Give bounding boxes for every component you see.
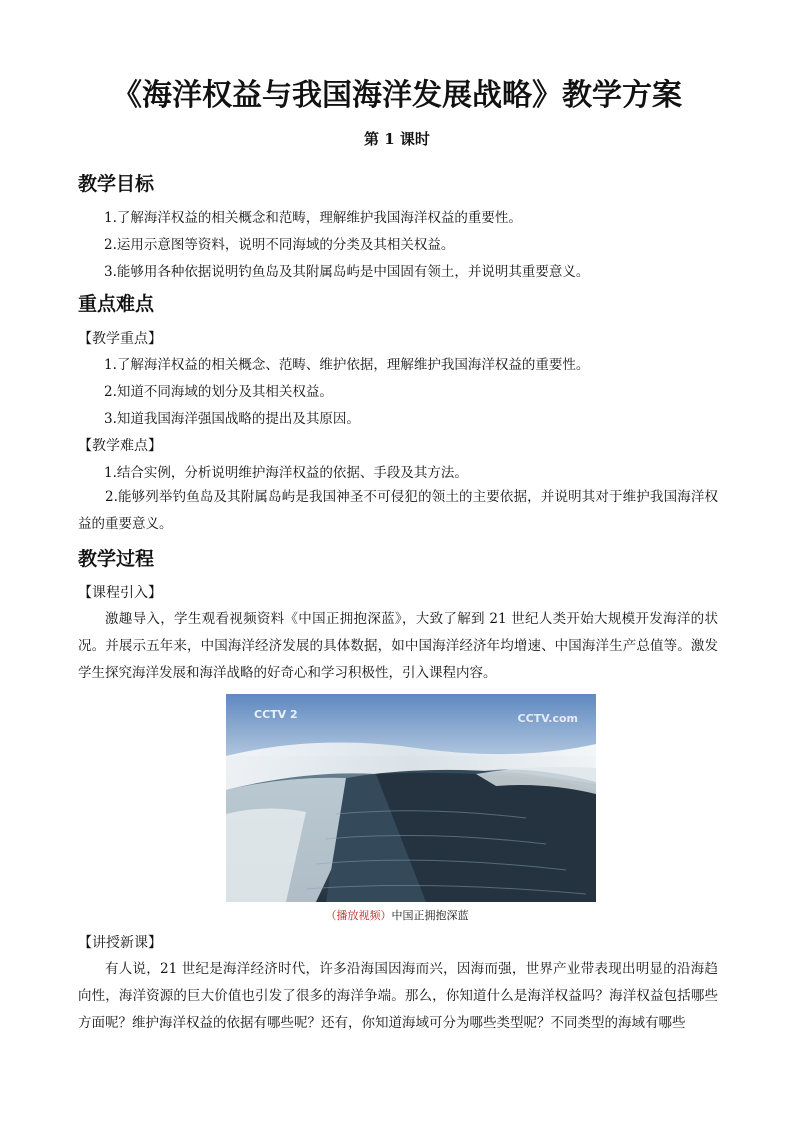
difficulty-item-1: 1.结合实例，分析说明维护海洋权益的依据、手段及其方法。 — [104, 465, 468, 481]
intro-label: 【课程引入】 — [78, 585, 162, 601]
goal-item-1: 1.了解海洋权益的相关概念和范畴，理解维护我国海洋权益的重要性。 — [104, 210, 522, 226]
document-title: 《海洋权益与我国海洋发展战略》教学方案 — [112, 78, 682, 113]
process-heading: 教学过程 — [78, 548, 155, 570]
intro-paragraph: 激趣导入，学生观看视频资料《中国正拥抱深蓝》，大致了解到 21 世纪人类开始大规模开发海洋的状况。并展示五年来，中国海洋经济发展的具体数据，如中国海洋经济年均增速、中国海洋生产总值等。激发学生探究海洋发展和海洋战略的好奇心和学习积极性，引入课程内容。 — [78, 611, 718, 681]
difficulty-label: 【教学难点】 — [78, 438, 162, 454]
caption-text: 中国正拥抱深蓝 — [391, 909, 469, 922]
difficulty-item-2: 2.能够列举钓鱼岛及其附属岛屿是我国神圣不可侵犯的领土的主要依据，并说明其对于维护我国海洋权益的重要意义。 — [78, 489, 718, 532]
channel-logo-right: CCTV.com — [517, 712, 578, 725]
ocean-wave-illustration — [226, 694, 596, 902]
video-caption — [0, 908, 794, 924]
new-lesson-label: 【讲授新课】 — [78, 935, 162, 951]
goal-item-3: 3.能够用各种依据说明钓鱼岛及其附属岛屿是中国固有领土，并说明其重要意义。 — [104, 264, 590, 280]
new-lesson-paragraph: 有人说，21 世纪是海洋经济时代，许多沿海国因海而兴，因海而强，世界产业带表现出明显的沿海趋向性，海洋资源的巨大价值也引发了很多的海洋争端。那么，你知道什么是海洋权益吗？海洋权益包括哪些方面呢？维护海洋权益的依据有哪些呢？还有，你知道海域可分为哪些类型呢？不同类型的海域有哪些 — [78, 961, 718, 1031]
lesson-period: 第 1 课时 — [364, 130, 430, 148]
focus-item-2: 2.知道不同海域的划分及其相关权益。 — [104, 384, 333, 400]
caption-play-tag: （播放视频） — [325, 909, 392, 922]
channel-logo-left: CCTV 2 — [254, 708, 298, 721]
video-still-image[interactable] — [226, 694, 596, 902]
keypoints-heading: 重点难点 — [78, 293, 155, 315]
focus-item-1: 1.了解海洋权益的相关概念、范畴、维护依据，理解维护我国海洋权益的重要性。 — [104, 357, 590, 373]
focus-label: 【教学重点】 — [78, 331, 162, 347]
goals-heading: 教学目标 — [78, 173, 155, 195]
goal-item-2: 2.运用示意图等资料，说明不同海域的分类及其相关权益。 — [104, 237, 455, 253]
focus-item-3: 3.知道我国海洋强国战略的提出及其原因。 — [104, 411, 360, 427]
